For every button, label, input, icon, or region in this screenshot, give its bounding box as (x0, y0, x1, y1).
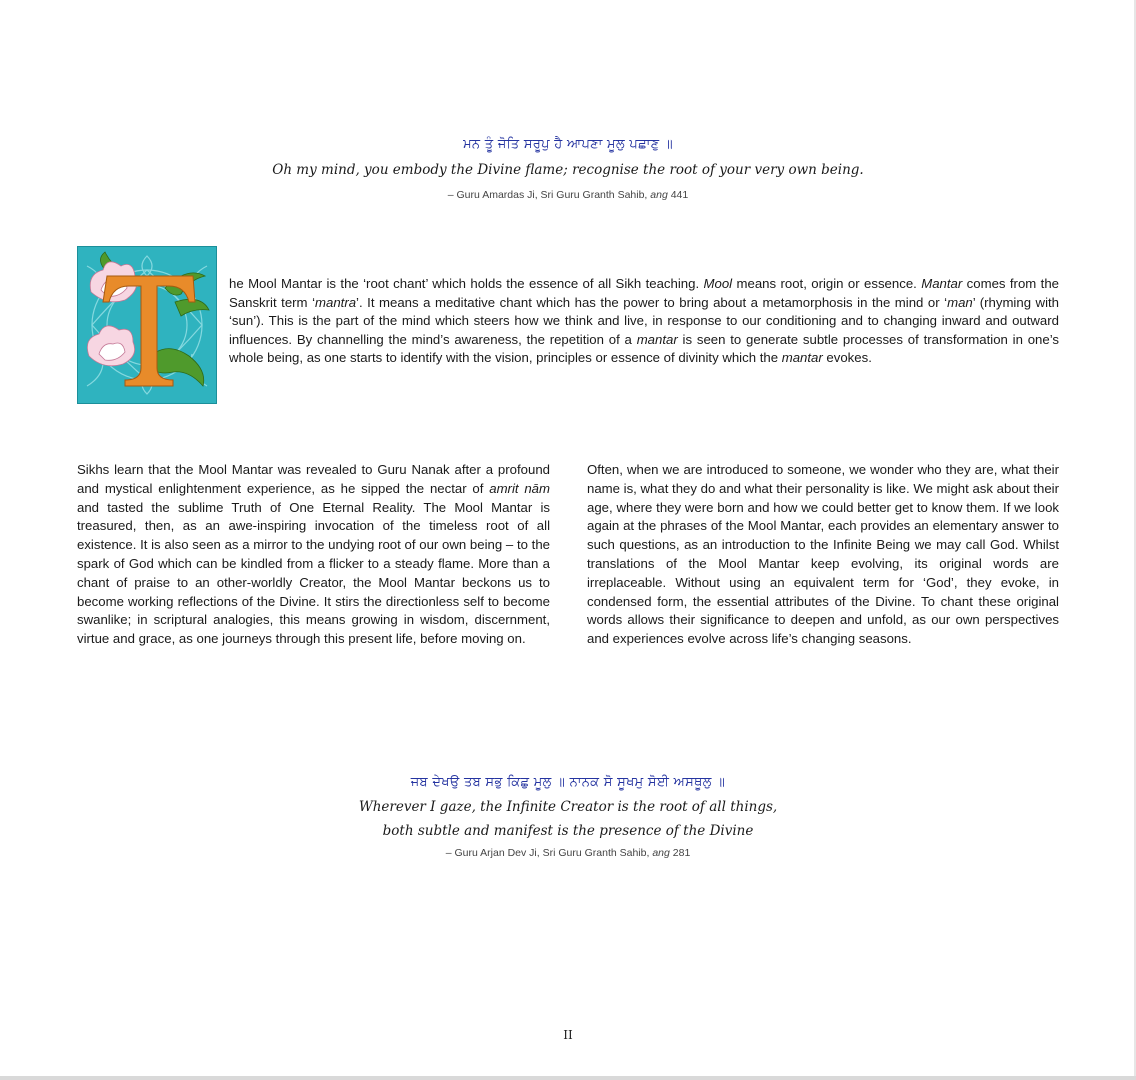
bottom-quote-attribution (0, 847, 1136, 859)
drop-cap-illustration (77, 246, 217, 404)
page-number: II (563, 1028, 573, 1042)
intro-paragraph (229, 275, 1059, 368)
body-text: Often, when we are introduced to someone, we wonder who they are, what their name is, what they do and what their personality is like. We might ask about their age, where they were born and how we could better get to know them. If we look again at the phrases of the Mool Mantar, each provides an elementary answer to such questions, as an introduction to the Infinite Being we may call God. Whilst translations of the Mool Mantar keep evolving, its original words are irreplaceable. Without using an equivalent term for ‘God’, they evoke, in condensed form, the essential attributes of the Divine. To chant these original words allows their significance to deepen and unfold, as our own perspectives and experiences evolve across life’s changing seasons. (587, 462, 1059, 647)
body-term-amrit-nam: amrit nām (489, 480, 551, 496)
bottom-quote (0, 775, 1136, 859)
intro-text: he Mool Mantar is the ‘root chant’ which holds the essence of all Sikh teaching. (229, 276, 704, 291)
attribution-ang: ang (650, 189, 668, 201)
intro-term-mool: Mool (703, 276, 733, 291)
top-quote-attribution (0, 189, 1136, 201)
page-bottom-edge (0, 1076, 1136, 1080)
body-text: Sikhs learn that the Mool Mantar was revealed to Guru Nanak after a profound and mystical enlightenment experience, as he sipped the nectar of (77, 462, 550, 496)
attribution-number: 281 (669, 847, 691, 859)
top-quote-gurmukhi: ਮਨ ਤੂੰ ਜੋਤਿ ਸਰੂਪੁ ਹੈ ਆਪਣਾ ਮੂਲੁ ਪਛਾਣੁ ॥ (463, 137, 673, 152)
attribution-text: – Guru Arjan Dev Ji, Sri Guru Granth Sahib, (445, 847, 653, 859)
intro-text: ’. It means a meditative chant which has the power to bring about a metamorphosis in the mind or ‘ (356, 294, 948, 310)
body-column-right (587, 461, 1059, 649)
intro-text: means root, origin or essence. (732, 276, 922, 291)
intro-text: evokes. (822, 350, 872, 366)
top-quote (0, 137, 1136, 201)
body-column-left (77, 461, 550, 649)
attribution-ang: ang (652, 847, 670, 859)
body-text: and tasted the sublime Truth of One Eternal Reality. The Mool Mantar is treasured, then, as an awe-inspiring invocation of the timeless root of all existence. It is also seen as a mirror to the undying root of our own being – to the spark of God which can be kindled from a flicker to a steady flame. More than a chant of praise to an other-worldly Creator, the Mool Mantar beckons us to become working reflections of the Divine. It stirs the directionless self to become swanlike; in scriptural analogies, this means growing in wisdom, discernment, virtue and grace, as one journeys through this present life, before moving on. (77, 499, 550, 647)
intro-term-mantar: mantar (636, 331, 678, 347)
intro-text: is seen to generate subtle processes of transformation in one’s whole being, as one starts to identify with the vision, principles or essence of divinity which the (229, 331, 1060, 366)
intro-term-man: man (947, 294, 973, 310)
intro-term-mantar: mantar (781, 350, 823, 366)
bottom-quote-translation-line-1: Wherever I gaze, the Infinite Creator is the root of all things, (358, 799, 778, 815)
top-quote-translation: Oh my mind, you embody the Divine flame; recognise the root of your very own being. (272, 162, 864, 178)
attribution-text: – Guru Amardas Ji, Sri Guru Granth Sahib, (447, 189, 651, 201)
intro-text: comes from the Sanskrit term ‘ (229, 276, 1060, 310)
bottom-quote-translation-line-2: both subtle and manifest is the presence of the Divine (382, 823, 754, 839)
bottom-quote-gurmukhi: ਜਬ ਦੇਖਉ ਤਬ ਸਭੁ ਕਿਛੁ ਮੂਲੁ ॥ ਨਾਨਕ ਸੋ ਸੂਖਮੁ ਸੋਈ ਅਸਥੂਲੁ ॥ (410, 775, 726, 790)
intro-text: ’ (rhyming with ‘sun’). This is the part of the mind which steers how we think and live, in response to our conditioning and to changing inward and outward influences. By channelling the mind’s awareness, the repetition of a (229, 294, 1060, 347)
intro-term-mantar: Mantar (921, 276, 963, 291)
intro-term-mantra: mantra (315, 294, 357, 310)
drop-cap-svg (77, 246, 217, 404)
attribution-number: 441 (667, 189, 689, 201)
